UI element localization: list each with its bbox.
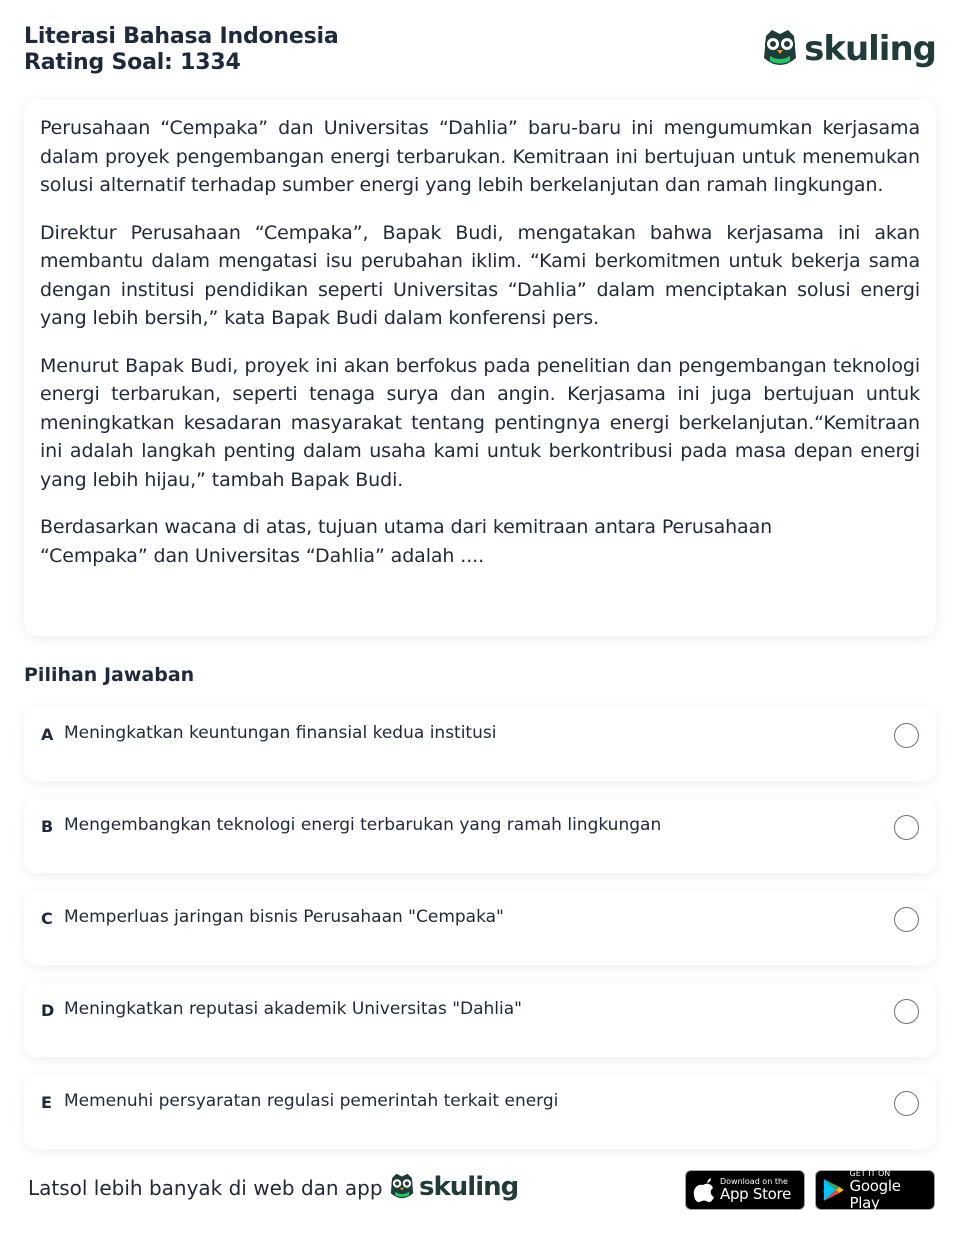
answer-option-b[interactable] [24, 799, 936, 873]
option-text: Mengembangkan teknologi energi terbarukan yang ramah lingkungan [64, 815, 662, 835]
option-text: Meningkatkan reputasi akademik Universitas "Dahlia" [64, 999, 522, 1019]
google-play-icon [816, 1175, 850, 1205]
brand-name: skuling [804, 29, 936, 69]
radio-button[interactable] [894, 999, 919, 1024]
radio-button[interactable] [894, 723, 919, 748]
answer-option-d[interactable] [24, 983, 936, 1057]
subject-title: Literasi Bahasa Indonesia [24, 24, 339, 49]
app-store-small-label: Download on the [720, 1177, 788, 1186]
apple-icon [686, 1175, 720, 1205]
option-text: Memperluas jaringan bisnis Perusahaan "Cempaka" [64, 907, 504, 927]
answers-title: Pilihan Jawaban [24, 664, 195, 686]
passage-paragraph: Perusahaan “Cempaka” dan Universitas “Dahlia” baru-baru ini mengumumkan kerjasama dalam proyek pengembangan energi terbarukan. Kemitraan ini bertujuan untuk menemukan solusi alternatif terhadap sumber energi yang lebih berkelanjutan dan ramah lingkungan. [40, 117, 920, 196]
owl-mascot-icon [388, 1172, 416, 1202]
skuling-logo[interactable] [760, 28, 936, 70]
google-play-button[interactable] [815, 1170, 935, 1210]
answer-option-a[interactable] [24, 707, 936, 781]
owl-mascot-icon [760, 28, 800, 70]
answer-option-c[interactable] [24, 891, 936, 965]
option-letter: C [41, 909, 53, 928]
option-letter: E [41, 1093, 52, 1112]
radio-button[interactable] [894, 907, 919, 932]
passage-card [24, 100, 936, 636]
option-text: Memenuhi persyaratan regulasi pemerintah terkait energi [64, 1091, 559, 1111]
footer [24, 1168, 936, 1212]
radio-button[interactable] [894, 815, 919, 840]
option-letter: B [41, 817, 54, 836]
radio-button[interactable] [894, 1091, 919, 1116]
question-line: “Cempaka” dan Universitas “Dahlia” adalah .... [40, 544, 485, 567]
option-letter: D [41, 1001, 55, 1020]
brand-name: skuling [419, 1172, 519, 1202]
app-store-button[interactable] [685, 1170, 805, 1210]
option-letter: A [41, 725, 54, 744]
google-play-small-label: GET IT ON [849, 1168, 891, 1178]
question-line: Berdasarkan wacana di atas, tujuan utama dari kemitraan antara Perusahaan [40, 516, 773, 538]
answer-option-e[interactable] [24, 1075, 936, 1149]
google-play-label: Google Play [849, 1176, 901, 1212]
header [24, 24, 936, 84]
app-store-label: App Store [720, 1185, 792, 1203]
option-text: Meningkatkan keuntungan finansial kedua institusi [64, 723, 497, 743]
passage-paragraph: Menurut Bapak Budi, proyek ini akan berfokus pada penelitian dan pengembangan teknologi energi terbarukan, seperti tenaga surya dan angin. Kerjasama ini juga bertujuan untuk meningkatkan kesadaran masyarakat tentang pentingnya energi berkelanjutan.“Kemitraan ini adalah langkah penting dalam usaha kami untuk berkontribusi pada masa depan energi yang lebih hijau,” tambah Bapak Budi. [40, 354, 920, 491]
rating-label: Rating Soal: 1334 [24, 50, 241, 75]
passage-paragraph: Direktur Perusahaan “Cempaka”, Bapak Budi, mengatakan bahwa kerjasama ini akan membantu dalam mengatasi isu perubahan iklim. “Kami berkomitmen untuk bekerja sama dengan institusi pendidikan seperti Universitas “Dahlia” dalam menciptakan solusi energi yang lebih bersih,” kata Bapak Budi dalam konferensi pers. [40, 221, 920, 329]
footer-skuling-logo[interactable] [388, 1172, 518, 1202]
footer-promo-text: Latsol lebih banyak di web dan app [28, 1176, 383, 1200]
